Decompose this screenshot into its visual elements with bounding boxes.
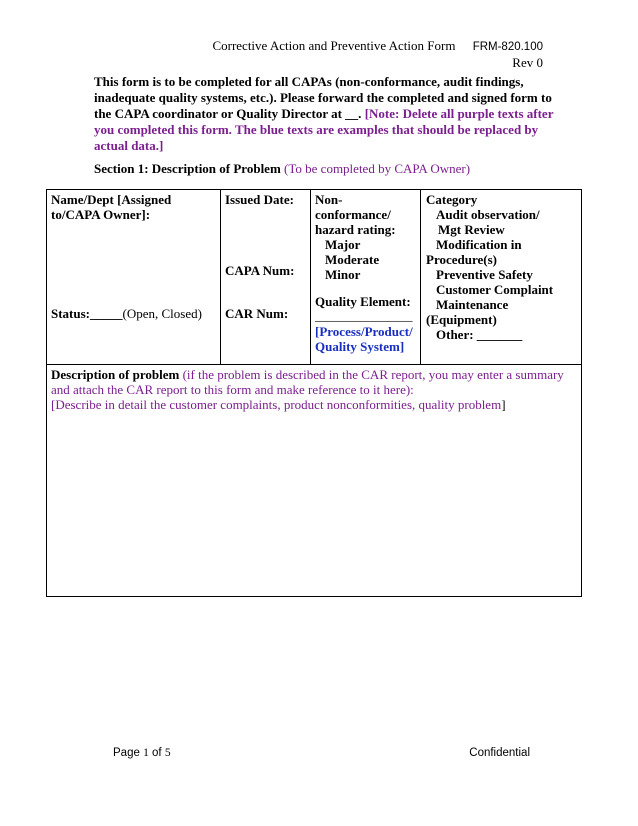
quality-element-label: Quality Element: bbox=[315, 294, 411, 309]
category-preventive-safety[interactable]: Preventive Safety bbox=[436, 267, 533, 282]
category-maintenance[interactable]: Maintenance bbox=[436, 297, 509, 312]
name-dept-label: Name/Dept [Assigned to/CAPA Owner]: bbox=[51, 192, 172, 222]
category-procedure: Procedure(s) bbox=[426, 252, 497, 267]
form-title: Corrective Action and Preventive Action Form bbox=[212, 38, 456, 53]
intro-text: This form is to be completed for all CAPAs (non-conformance, audit findings, inadequate quality systems, etc.). Please forward the completed and signed form to the CAPA coordinator or Quality Director at __. bbox=[94, 74, 552, 121]
quality-element-line[interactable]: _______________ bbox=[315, 308, 413, 323]
quality-element-example: [Process/Product/ Quality System] bbox=[315, 324, 413, 354]
category-mgt-review[interactable]: Mgt Review bbox=[438, 222, 505, 237]
category-other[interactable]: Other: _______ bbox=[436, 327, 523, 342]
dates-cell bbox=[221, 190, 311, 364]
form-top-row bbox=[47, 190, 581, 365]
confidential-label: Confidential bbox=[469, 747, 530, 759]
section-subtitle: (To be completed by CAPA Owner) bbox=[284, 161, 471, 176]
description-hint: (if the problem is described in the CAR report, you may enter a summary and attach the CAR report to this form and make reference to it here): bbox=[51, 367, 564, 397]
document-header bbox=[212, 38, 543, 71]
form-code: FRM-820.100 bbox=[472, 41, 543, 53]
category-equipment: (Equipment) bbox=[426, 312, 497, 327]
intro-paragraph bbox=[94, 74, 554, 154]
issued-date-label[interactable]: Issued Date: bbox=[225, 192, 294, 207]
category-modification[interactable]: Modification in bbox=[436, 237, 522, 252]
category-audit[interactable]: Audit observation/ bbox=[436, 207, 540, 222]
section-heading bbox=[94, 161, 470, 177]
description-cell[interactable] bbox=[47, 364, 581, 415]
name-dept-cell[interactable] bbox=[47, 190, 221, 364]
car-num-label[interactable]: CAR Num: bbox=[225, 306, 289, 321]
status-field[interactable] bbox=[51, 306, 202, 321]
rating-moderate[interactable]: Moderate bbox=[325, 252, 380, 267]
nc-rating-label: Non-conformance/ hazard rating: bbox=[315, 192, 396, 237]
category-customer-complaint[interactable]: Customer Complaint bbox=[436, 282, 554, 297]
rating-minor[interactable]: Minor bbox=[325, 267, 361, 282]
description-label: Description of problem bbox=[51, 367, 180, 382]
status-label: Status:_____ bbox=[51, 306, 123, 321]
description-end: ] bbox=[501, 397, 506, 412]
intro-note: [Note: Delete all purple texts after you completed this form. The blue texts are examples that should be replaced by actual data.] bbox=[94, 106, 554, 153]
rating-major[interactable]: Major bbox=[325, 237, 361, 252]
status-options: (Open, Closed) bbox=[122, 306, 202, 321]
nc-rating-cell bbox=[311, 190, 421, 364]
section-title: Section 1: Description of Problem bbox=[94, 161, 281, 176]
form-revision: Rev 0 bbox=[512, 55, 543, 70]
category-label: Category bbox=[426, 192, 478, 207]
capa-form-table bbox=[46, 189, 582, 597]
capa-num-label[interactable]: CAPA Num: bbox=[225, 263, 295, 278]
category-cell bbox=[421, 190, 581, 364]
description-example: [Describe in detail the customer complaints, product nonconformities, quality problem bbox=[51, 397, 502, 412]
page-number: Page 1 of 5 bbox=[113, 747, 171, 759]
